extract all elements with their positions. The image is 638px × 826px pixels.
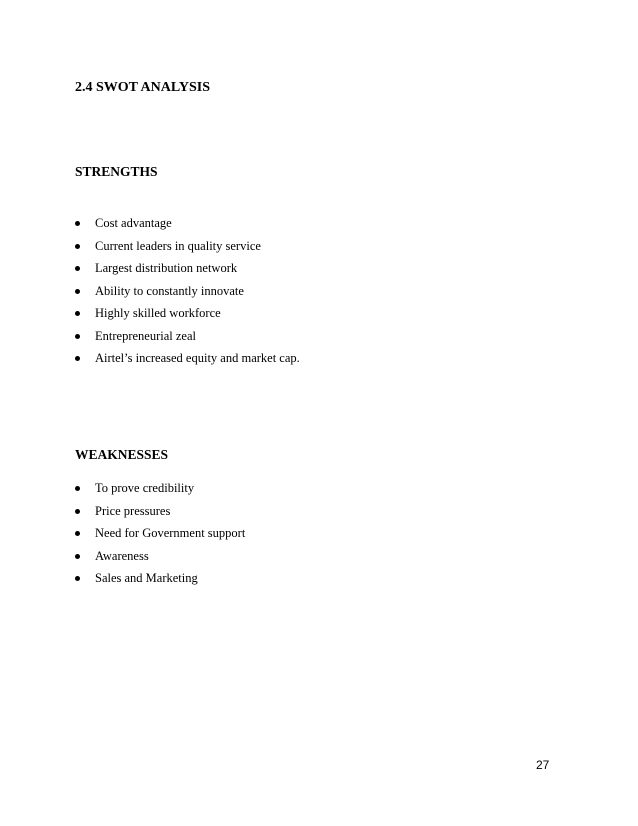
weaknesses-item-text: Price pressures [95, 503, 171, 518]
bullet-icon [75, 486, 80, 491]
strengths-item-text: Largest distribution network [95, 261, 238, 275]
bullet-icon [75, 334, 80, 339]
strengths-item-text: Ability to constantly innovate [95, 283, 244, 298]
page-number: 27 [536, 758, 550, 772]
bullet-icon [75, 554, 80, 559]
section-title: 2.4 SWOT ANALYSIS [75, 80, 211, 95]
strengths-heading: STRENGTHS [75, 164, 158, 179]
strengths-item-text: Entrepreneurial zeal [95, 328, 196, 343]
strengths-item-text: Airtel’s increased equity and market cap. [95, 351, 300, 365]
bullet-icon [75, 289, 80, 294]
strengths-item-text: Highly skilled workforce [95, 306, 221, 320]
strengths-item-text: Cost advantage [95, 216, 172, 230]
weaknesses-heading: WEAKNESSES [75, 447, 169, 462]
bullet-icon [75, 311, 80, 316]
strengths-item-text: Current leaders in quality service [95, 238, 261, 253]
bullet-icon [75, 356, 80, 361]
weaknesses-item-text: Need for Government support [95, 526, 246, 540]
weaknesses-item-text: Awareness [95, 548, 149, 563]
weaknesses-item-text: Sales and Marketing [95, 571, 198, 585]
bullet-icon [75, 244, 80, 249]
bullet-icon [75, 266, 80, 271]
bullet-icon [75, 221, 80, 226]
bullet-icon [75, 531, 80, 536]
bullet-icon [75, 576, 80, 581]
bullet-icon [75, 509, 80, 514]
weaknesses-item-text: To prove credibility [95, 481, 195, 495]
